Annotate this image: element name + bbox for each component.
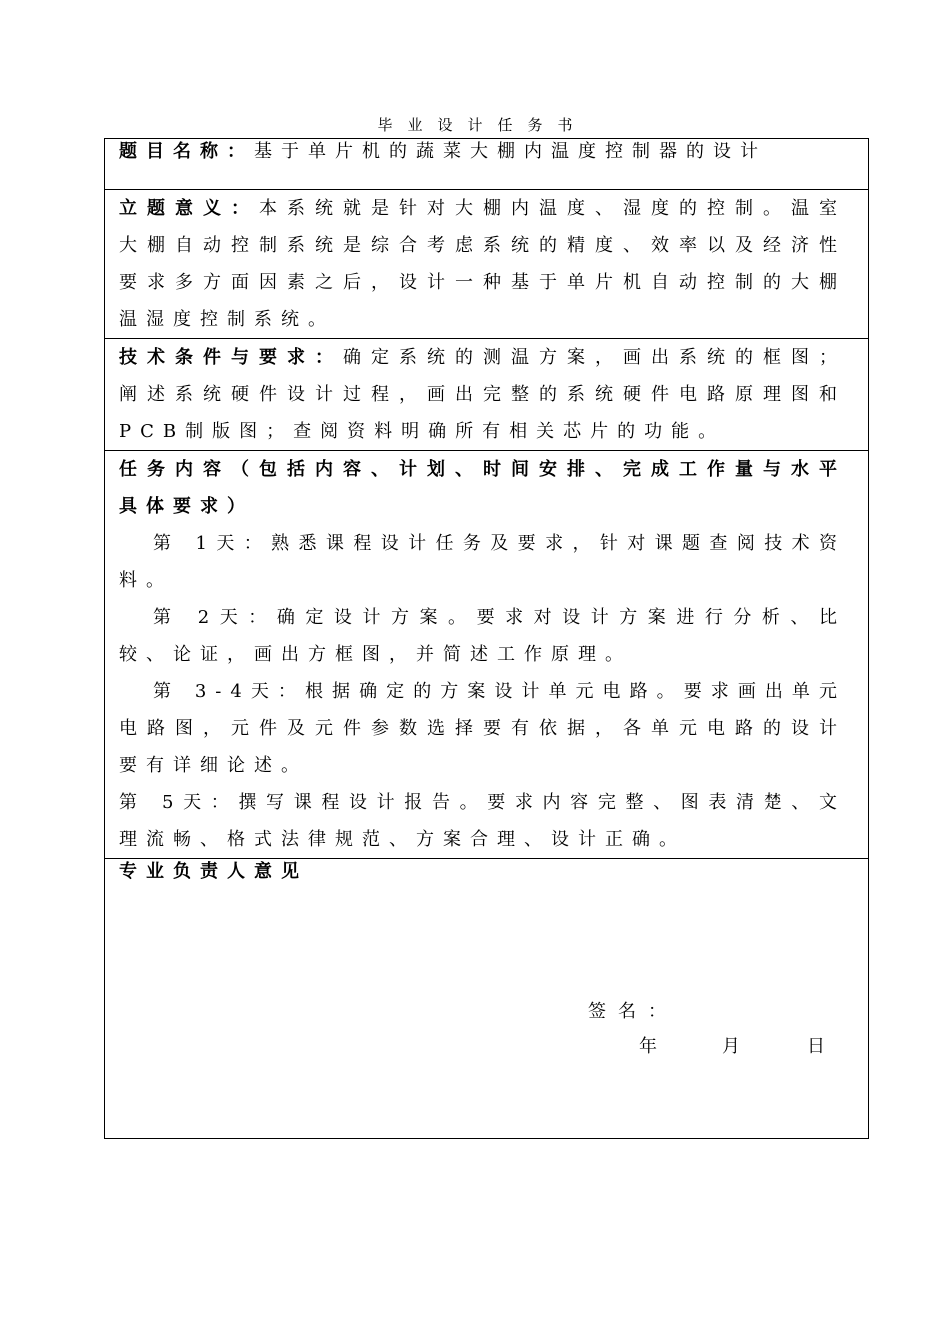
month-label: 月 [722, 1036, 749, 1057]
significance-value: 本系统就是针对大棚内温度、湿度的控制。温室大棚自动控制系统是综合考虑系统的精度、效率以及经济性要求多方面因素之后，设计一种基于单片机自动控制的大棚温湿度控制系统。 [119, 198, 846, 330]
year-label: 年 [639, 1036, 666, 1057]
opinion-row [105, 858, 868, 1138]
day-label: 日 [807, 1036, 834, 1057]
technical-label: 技术条件与要求： [119, 347, 343, 368]
signature-label: 签名： [588, 1001, 678, 1022]
task-day-3-4: 第 3-4天：根据确定的方案设计单元电路。要求画出单元电路图，元件及元件参数选择要有依据，各单元电路的设计要有详细论述。 [119, 681, 846, 776]
opinion-label: 专业负责人意见 [119, 861, 308, 882]
significance-row [105, 189, 868, 338]
task-day-1: 第 1天：熟悉课程设计任务及要求，针对课题查阅技术资料。 [119, 533, 846, 591]
tasks-row [105, 450, 868, 858]
document-title: 毕业设计任务书 [377, 116, 588, 134]
significance-label: 立题意义： [119, 198, 259, 219]
topic-label: 题目名称： [119, 141, 254, 162]
topic-value: 基于单片机的蔬菜大棚内温度控制器的设计 [254, 141, 767, 162]
topic-row [105, 139, 868, 189]
technical-row [105, 338, 868, 450]
task-day-5: 第 5天：撰写课程设计报告。要求内容完整、图表清楚、文理流畅、格式法律规范、方案合理、设计正确。 [119, 792, 846, 850]
technical-value: 确定系统的测温方案，画出系统的框图；阐述系统硬件设计过程，画出完整的系统硬件电路原理图和PCB制版图；查阅资料明确所有相关芯片的功能。 [119, 347, 846, 442]
tasks-label: 任务内容（包括内容、计划、时间安排、完成工作量与水平具体要求） [119, 459, 846, 517]
task-form-table [104, 138, 869, 1139]
task-day-2: 第 2天：确定设计方案。要求对设计方案进行分析、比较、论证，画出方框图，并简述工作原理。 [119, 607, 846, 665]
